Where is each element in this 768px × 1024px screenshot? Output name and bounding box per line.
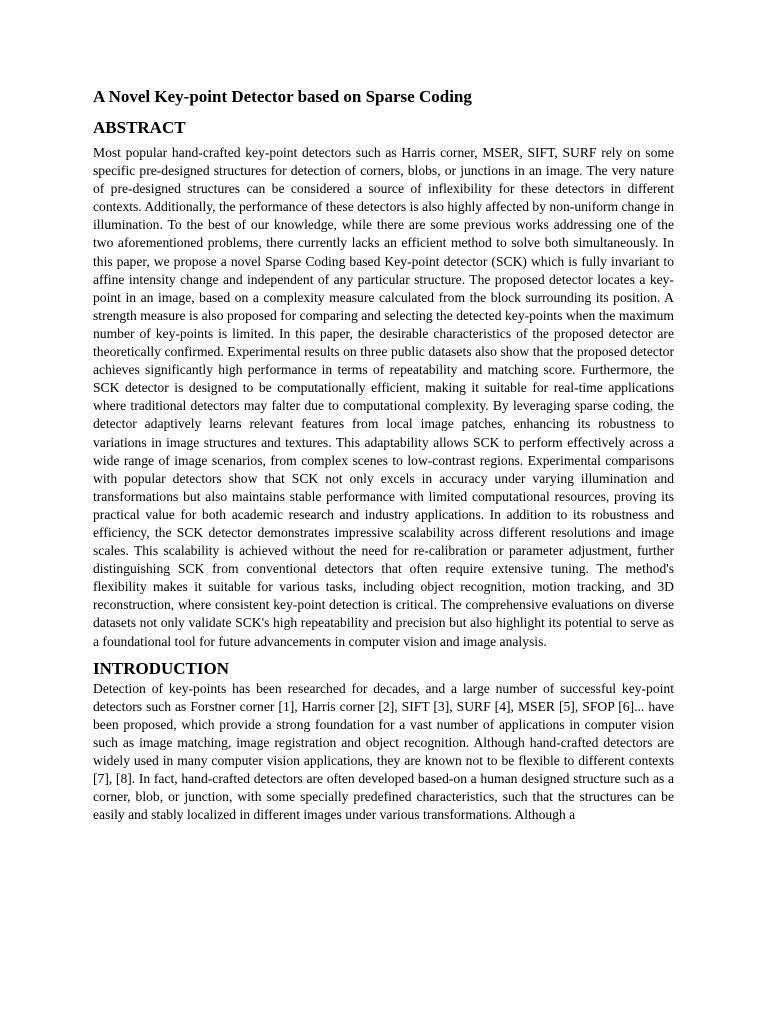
introduction-heading: INTRODUCTION <box>93 658 230 678</box>
introduction-text: Detection of key-points has been researched for decades, and a large number of successful key-point detectors such as Forstner corner [1], Harris corner [2], SIFT [3], SURF [4], MSER [5], SFOP [6]... have been proposed, which provide a strong foundation for a vast number of applications in computer vision such as image matching, image registration and object recognition. Although hand-crafted detectors are widely used in many computer vision applications, they are known not to be flexible to different contexts [7], [8]. In fact, hand-crafted detectors are often developed based-on a human designed structure such as a corner, blob, or junction, with some specially predefined characteristics, such that the structures can be easily and stably localized in different images under various transformations. Although a <box>93 680 674 823</box>
abstract-heading: ABSTRACT <box>93 118 186 137</box>
abstract-text: Most popular hand-crafted key-point detectors such as Harris corner, MSER, SIFT, SURF rely on some specific pre-designed structures for detection of corners, blobs, or junctions in an image. The very nature of pre-designed structures can be considered a source of inflexibility for these detectors in different contexts. Additionally, the performance of these detectors is also highly affected by non-uniform change in illumination. To the best of our knowledge, while there are some previous works addressing one of the two aforementioned problems, there currently lacks an efficient method to solve both simultaneously. In this paper, we propose a novel Sparse Coding based Key-point detector (SCK) which is fully invariant to affine intensity change and independent of any particular structure. The proposed detector locates a key-point in an image, based on a complexity measure calculated from the block surrounding its position. A strength measure is also proposed for comparing and selecting the detected key-points when the maximum number of key-points is limited. In this paper, the desirable characteristics of the proposed detector are theoretically confirmed. Experimental results on three public datasets also show that the proposed detector achieves significantly high performance in terms of repeatability and matching score. Furthermore, the SCK detector is designed to be computationally efficient, making it suitable for real-time applications where traditional detectors may falter due to computational complexity. By leveraging sparse coding, the detector adaptively learns relevant features from local image patches, enhancing its robustness to variations in image structures and textures. This adaptability allows SCK to perform effectively across a wide range of image scenarios, from complex scenes to low-contrast regions. Experimental comparisons with popular detectors show that SCK not only excels in accuracy under varying illumination and transformations but also maintains stable performance with limited computational resources, proving its practical value for both academic research and industry applications. In addition to its robustness and efficiency, the SCK detector demonstrates impressive scalability across different resolutions and image scales. This scalability is achieved without the need for re-calibration or parameter adjustment, further distinguishing SCK from conventional detectors that often require extensive tuning. The method's flexibility makes it suitable for various tasks, including object recognition, motion tracking, and 3D reconstruction, where consistent key-point detection is critical. The comprehensive evaluations on diverse datasets not only validate SCK's high repeatability and precision but also highlight its potential to serve as a foundational tool for future advancements in computer vision and image analysis. <box>93 145 674 649</box>
paper-page <box>93 86 674 824</box>
paper-title: A Novel Key-point Detector based on Sparse Coding <box>93 87 472 106</box>
introduction-section <box>93 658 674 825</box>
abstract-section <box>93 117 674 651</box>
